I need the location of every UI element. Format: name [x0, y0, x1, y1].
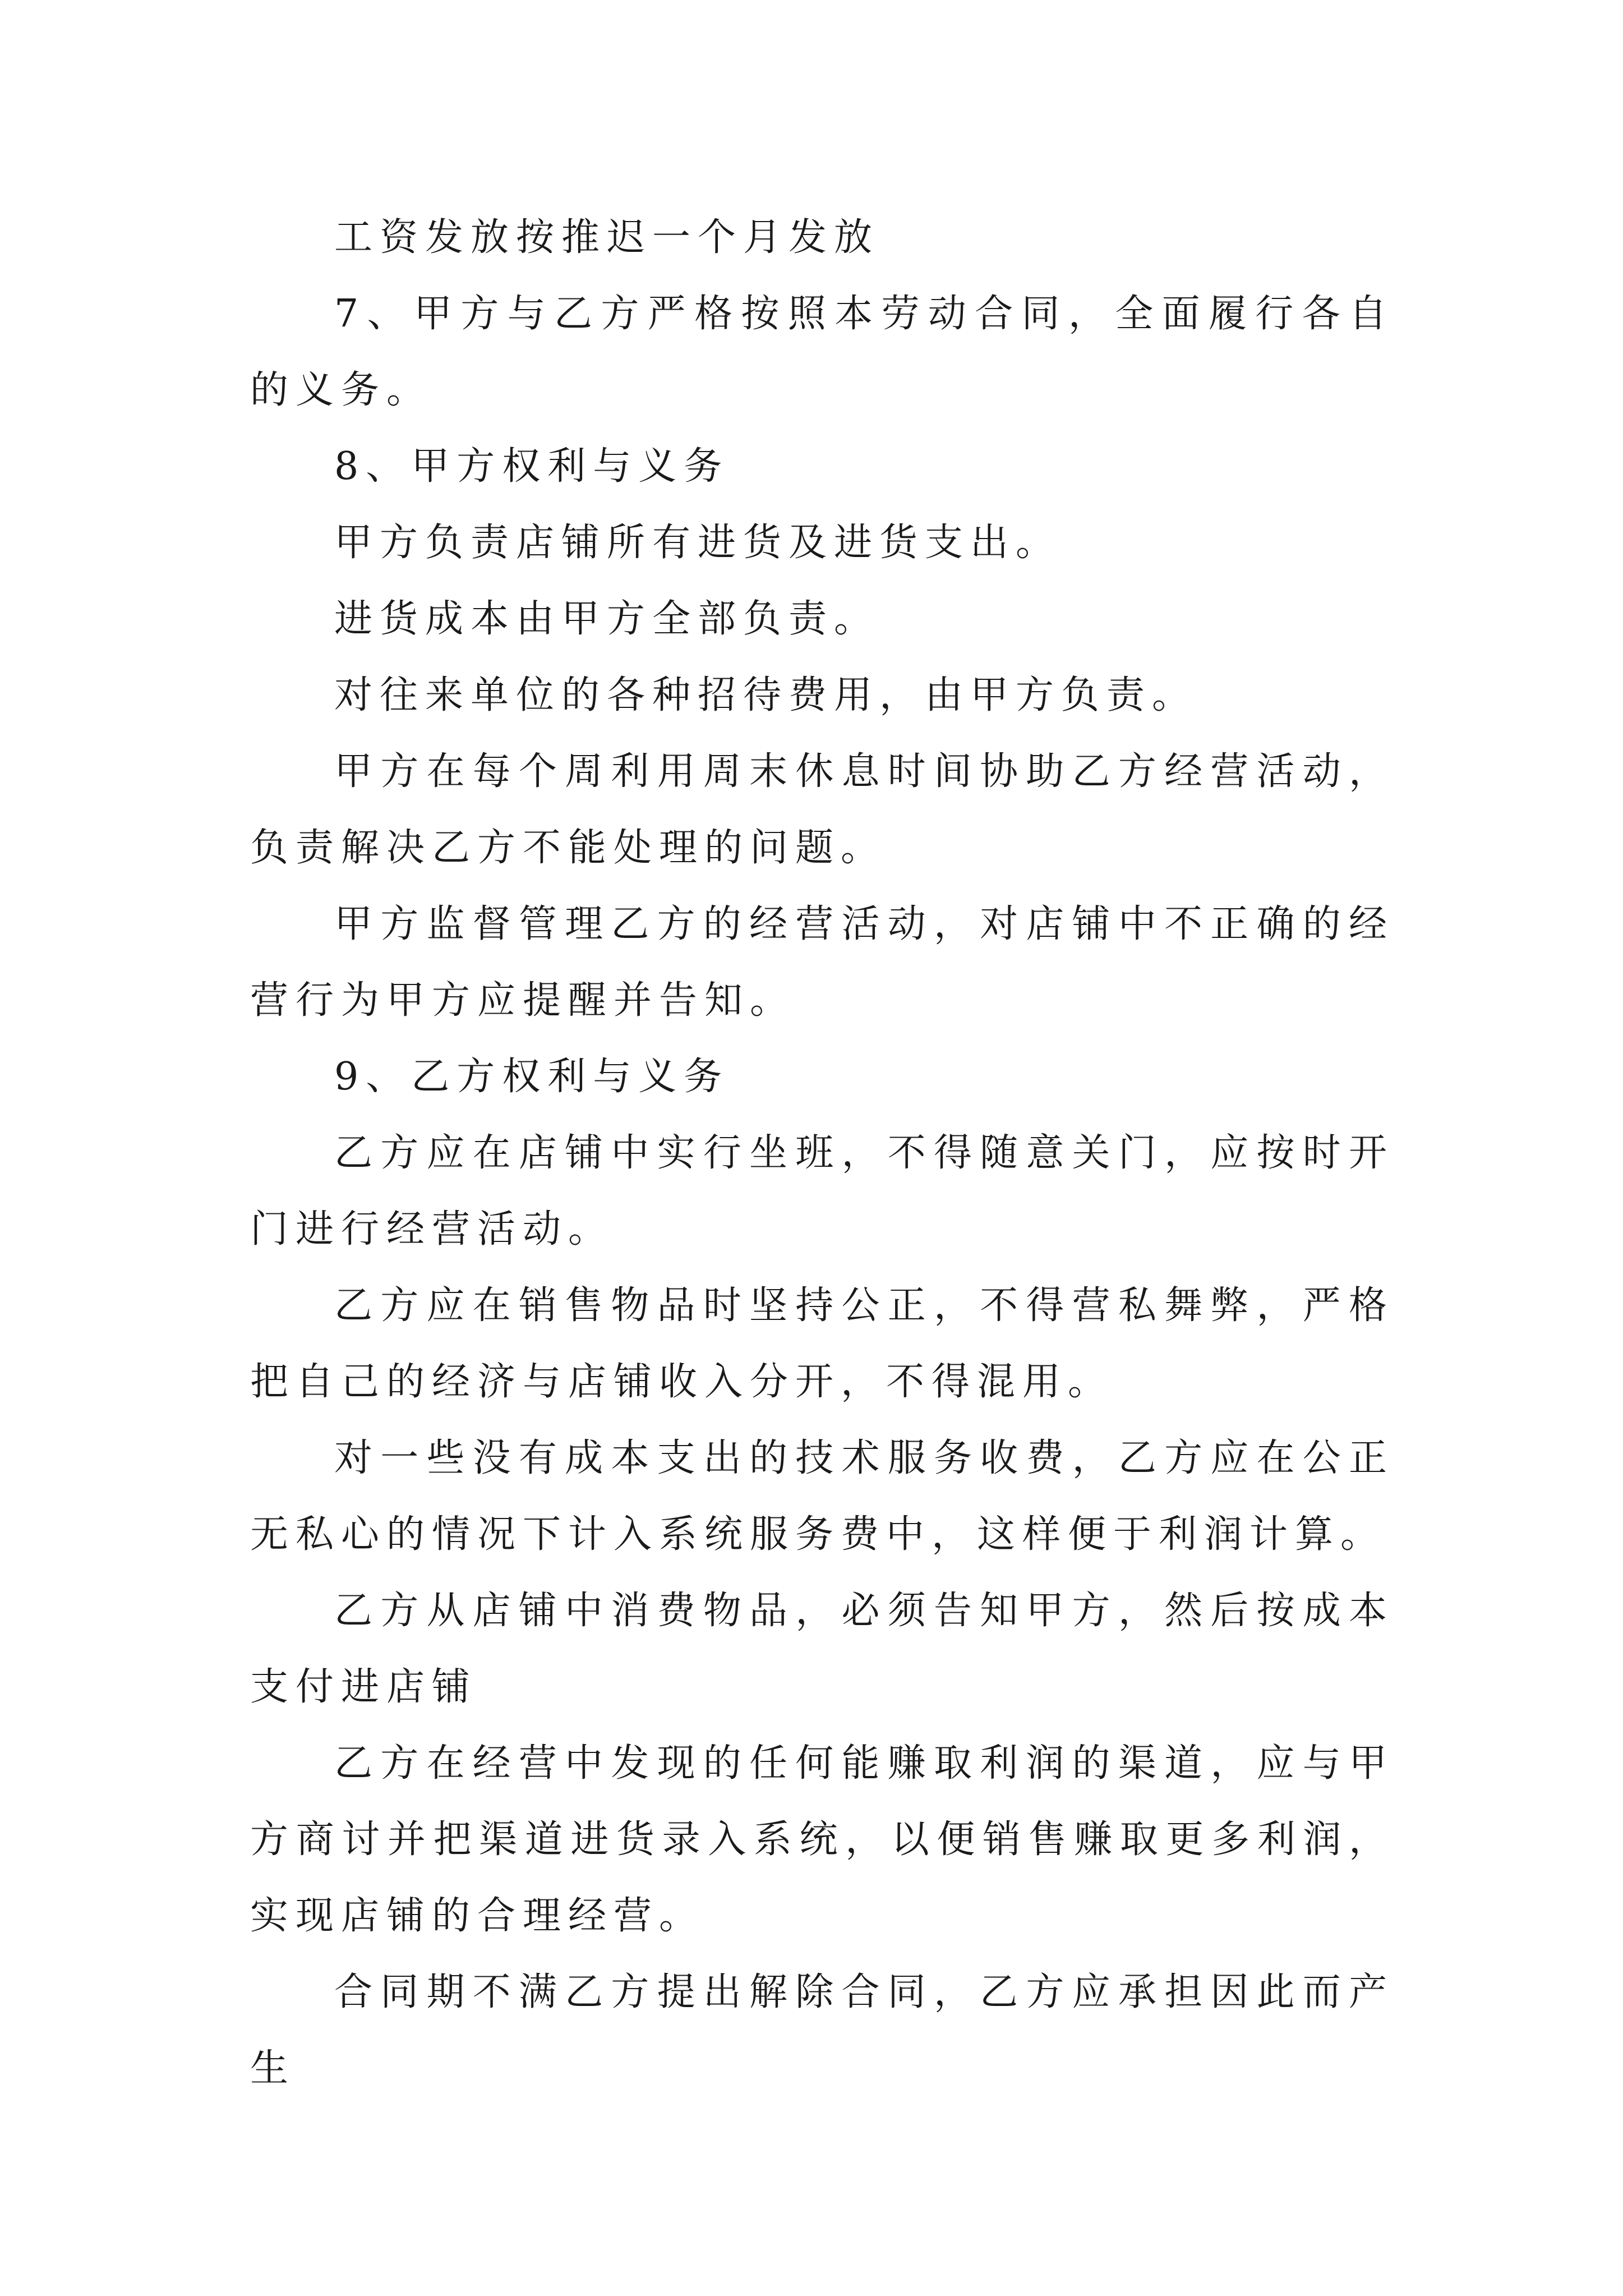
paragraph-early-termination: 合同期不满乙方提出解除合同，乙方应承担因此而产生	[250, 1970, 1394, 2091]
paragraph-party-b-consumption: 乙方从店铺中消费物品，必须告知甲方，然后按成本支付进店铺	[250, 1589, 1394, 1709]
paragraph-party-a-weekend-assist: 甲方在每个周利用周末休息时间协助乙方经营活动，负责解决乙方不能处理的问题。	[250, 749, 1394, 870]
paragraph-party-a-purchasing: 甲方负责店铺所有进货及进货支出。	[334, 521, 1062, 565]
paragraph-clause-7: 7、甲方与乙方严格按照本劳动合同，全面履行各自的义务。	[250, 292, 1394, 412]
paragraph-party-a-hospitality: 对往来单位的各种招待费用，由甲方负责。	[334, 673, 1198, 717]
paragraph-party-b-attendance: 乙方应在店铺中实行坐班，不得随意关门，应按时开门进行经营活动。	[250, 1131, 1394, 1251]
heading-clause-9: 9、乙方权利与义务	[334, 1055, 730, 1099]
paragraph-party-b-fairness: 乙方应在销售物品时坚持公正，不得营私舞弊，严格把自己的经济与店铺收入分开，不得混用。	[250, 1283, 1394, 1404]
heading-clause-8: 8、甲方权利与义务	[334, 444, 730, 489]
paragraph-party-a-supervision: 甲方监督管理乙方的经营活动，对店铺中不正确的经营行为甲方应提醒并告知。	[250, 902, 1394, 1023]
paragraph-salary-delay: 工资发放按推迟一个月发放	[334, 215, 880, 260]
paragraph-party-b-service-fees: 对一些没有成本支出的技术服务收费，乙方应在公正无私心的情况下计入系统服务费中，这样便于利润计算。	[250, 1436, 1394, 1557]
paragraph-party-b-channels: 乙方在经营中发现的任何能赚取利润的渠道，应与甲方商讨并把渠道进货录入系统，以便销售赚取更多利润，实现店铺的合理经营。	[250, 1741, 1394, 1938]
document-body	[250, 200, 1394, 2107]
paragraph-party-a-cost: 进货成本由甲方全部负责。	[334, 597, 880, 641]
